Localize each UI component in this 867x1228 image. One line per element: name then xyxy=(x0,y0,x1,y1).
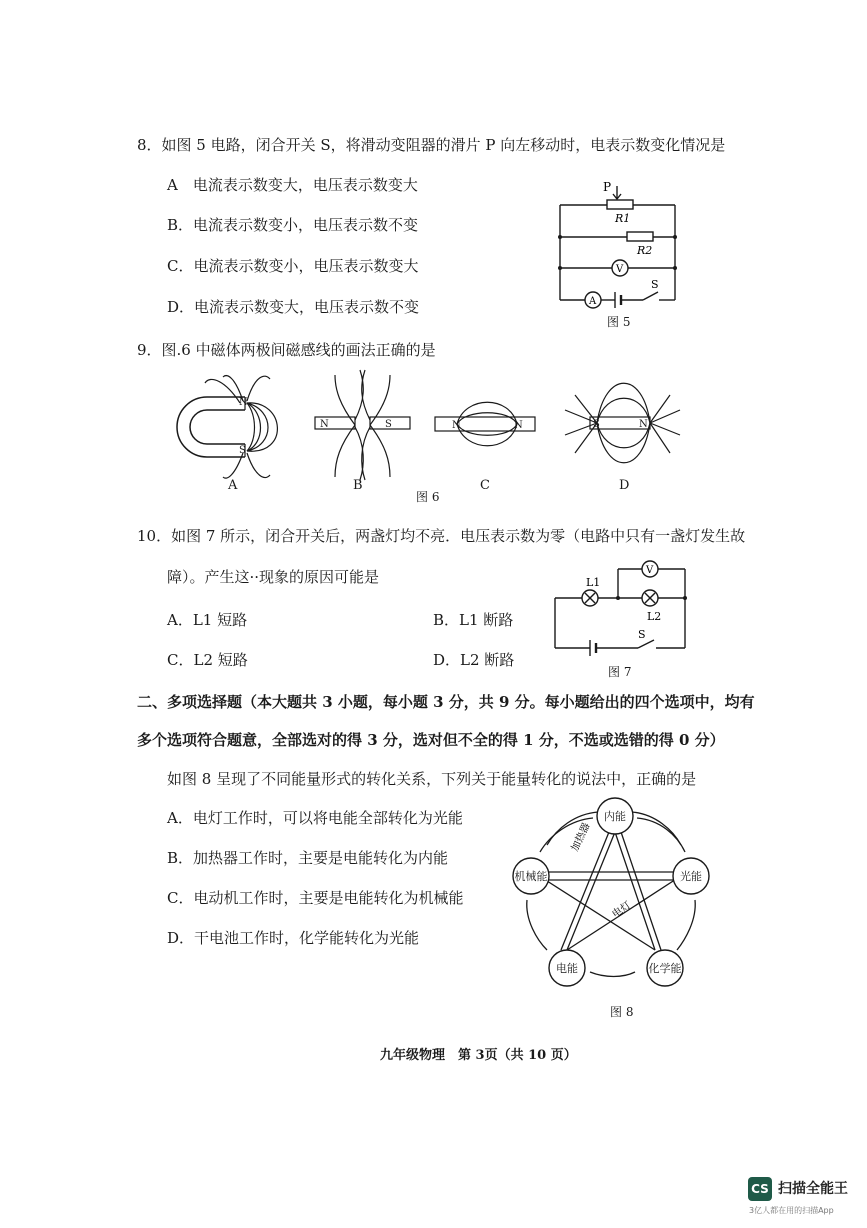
fig5-voltmeter-label: V xyxy=(616,264,624,275)
fig8-edge-heater: 加热器 xyxy=(569,821,593,854)
fig7-voltmeter-label: V xyxy=(646,565,654,576)
fig5-label-r2: R2 xyxy=(637,244,653,257)
fig5-label-p: P xyxy=(603,180,612,194)
fig5-switch-label: S xyxy=(651,278,659,291)
fig6-b-pole-2: S xyxy=(385,419,392,430)
figure-6-magnets xyxy=(165,365,695,490)
fig6-d-pole-2: N xyxy=(639,419,648,430)
figure-6-caption: 图 6 xyxy=(416,490,440,504)
fig5-label-r1: R1 xyxy=(615,212,631,225)
fig6-panel-c-label: C xyxy=(480,478,490,490)
camscanner-name: 扫描全能王 xyxy=(778,1181,848,1197)
page-footer: 九年级物理 第 3页（共 10 页） xyxy=(380,1048,577,1063)
q10-stem-line1: 10．如图 7 所示，闭合开关后，两盏灯均不亮．电压表示数为零（电路中只有一盏灯发生故 xyxy=(137,527,746,545)
fig7-label-l1: L1 xyxy=(586,576,601,589)
fig6-panel-d-label: D xyxy=(619,478,630,490)
fig6-a-pole-2: S xyxy=(239,445,246,456)
q8-option-c: C．电流表示数变小，电压表示数变大 xyxy=(167,257,419,275)
q10-option-c: C．L2 短路 xyxy=(167,651,248,669)
fig8-node-electric: 电能 xyxy=(556,962,578,975)
q11-option-a: A．电灯工作时，可以将电能全部转化为光能 xyxy=(167,809,463,827)
q11-stem: 如图 8 呈现了不同能量形式的转化关系，下列关于能量转化的说法中，正确的是 xyxy=(167,770,697,788)
fig5-ammeter-label: A xyxy=(589,296,597,307)
fig6-panel-b-label: B xyxy=(353,478,363,490)
fig8-edge-lamp: 电灯 xyxy=(610,899,634,921)
fig8-node-mechanical: 机械能 xyxy=(514,870,548,883)
q10-option-d: D．L2 断路 xyxy=(433,651,515,669)
figure-8-energy-diagram xyxy=(505,790,720,1000)
fig7-label-l2: L2 xyxy=(647,610,662,623)
figure-5-caption: 图 5 xyxy=(607,315,631,329)
fig6-a-pole-1: N xyxy=(239,397,248,408)
fig6-d-pole-1: S xyxy=(593,419,600,430)
figure-7-circuit xyxy=(550,560,690,660)
q8-option-a: A 电流表示数变大，电压表示数变大 xyxy=(167,176,418,194)
figure-7-caption: 图 7 xyxy=(608,665,632,679)
q11-option-c: C．电动机工作时，主要是电能转化为机械能 xyxy=(167,889,464,907)
fig6-panel-a-label: A xyxy=(228,478,238,490)
fig8-node-light: 光能 xyxy=(680,870,702,883)
fig7-switch-label: S xyxy=(638,628,646,641)
q11-option-b: B．加热器工作时，主要是电能转化为内能 xyxy=(167,849,449,867)
fig8-node-chemical: 化学能 xyxy=(648,962,682,975)
section-2-heading-line1: 二、多项选择题（本大题共 3 小题，每小题 3 分，共 9 分。每小题给出的四个选项中，均有 xyxy=(137,693,755,711)
q8-option-b: B．电流表示数变小，电压表示数不变 xyxy=(167,216,419,234)
q11-option-d: D．干电池工作时，化学能转化为光能 xyxy=(167,929,420,947)
q10-option-b: B．L1 断路 xyxy=(433,611,514,629)
fig6-c-pole-2: N xyxy=(514,420,523,431)
q8-stem: 8．如图 5 电路，闭合开关 S，将滑动变阻器的滑片 P 向左移动时，电表示数变化情况是 xyxy=(137,136,726,154)
camscanner-tagline: 3亿人都在用的扫描App xyxy=(749,1206,834,1215)
figure-5-circuit xyxy=(545,180,685,330)
q10-option-a: A．L1 短路 xyxy=(167,611,248,629)
fig6-b-pole-1: N xyxy=(320,419,329,430)
section-2-heading-line2: 多个选项符合题意，全部选对的得 3 分，选对但不全的得 1 分，不选或选错的得 0 分） xyxy=(137,731,725,749)
fig6-c-pole-1: N xyxy=(452,420,461,431)
q10-stem-line2: 障）。产生这··现象的原因可能是 xyxy=(167,568,380,586)
figure-8-caption: 图 8 xyxy=(610,1005,634,1019)
q9-stem: 9．图.6 中磁体两极间磁感线的画法正确的是 xyxy=(137,341,436,359)
camscanner-logo: CS xyxy=(748,1177,772,1201)
q8-option-d: D．电流表示数变大，电压表示数不变 xyxy=(167,298,420,316)
fig8-node-internal: 内能 xyxy=(604,810,626,823)
